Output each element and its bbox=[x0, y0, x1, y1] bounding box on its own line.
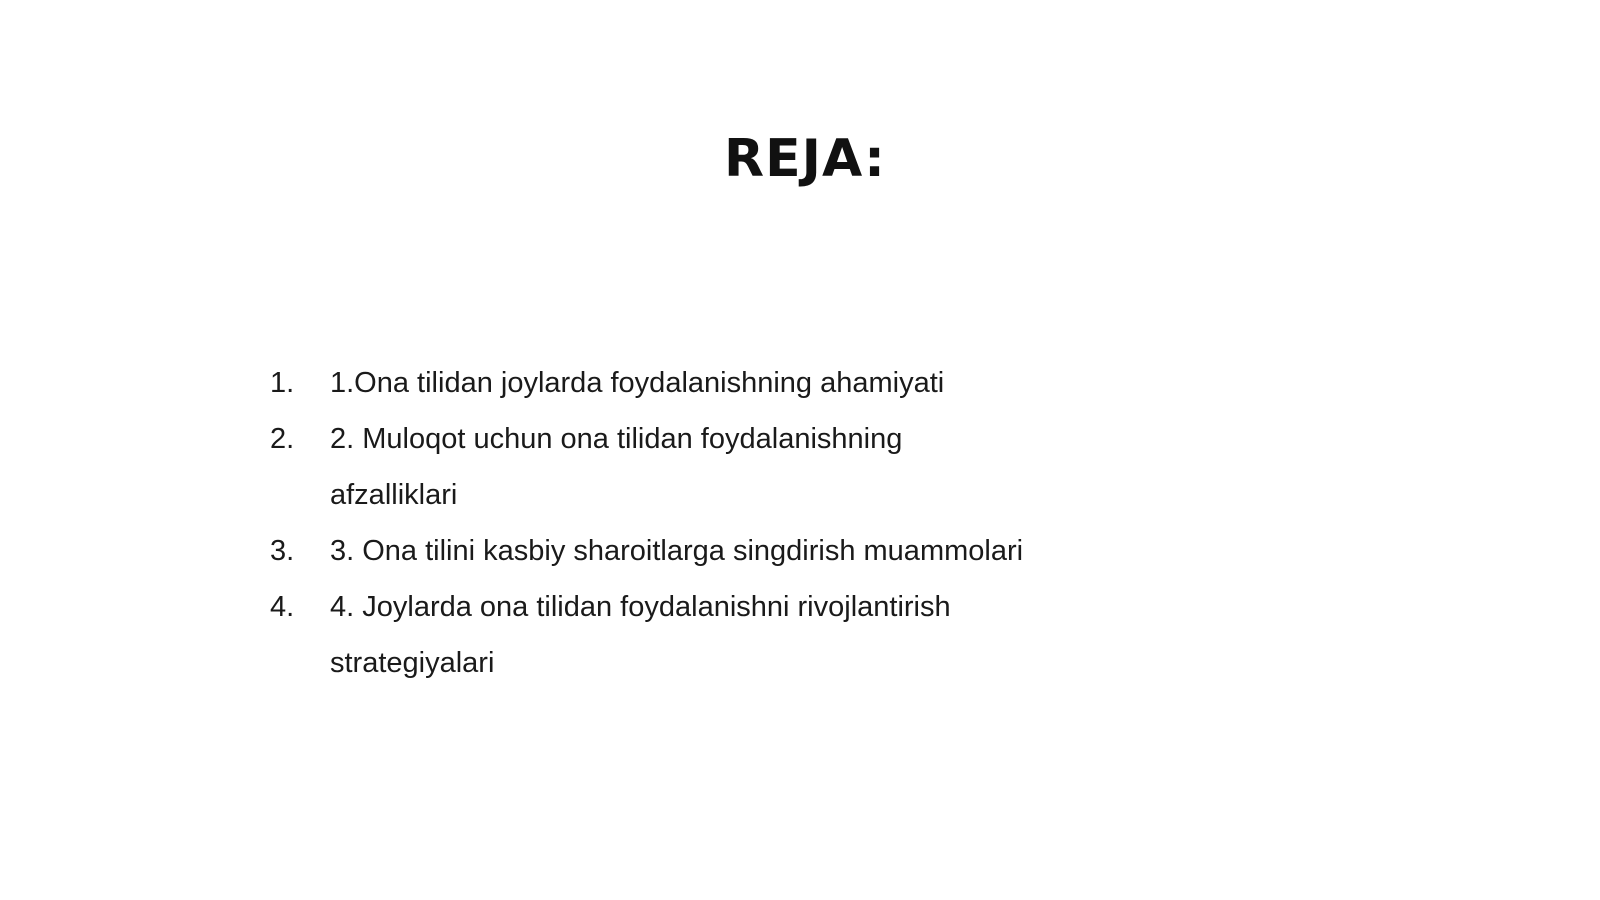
slide-title: REJA: bbox=[724, 128, 886, 189]
plan-item-2 bbox=[270, 411, 1030, 523]
plan-item-text: 3. Ona tilini kasbiy sharoitlarga singdirish muammolari bbox=[330, 535, 1024, 567]
plan-item-1 bbox=[270, 355, 1030, 411]
plan-item-text: 4. Joylarda ona tilidan foydalanishni rivojlantirish strategiyalari bbox=[330, 591, 951, 679]
plan-item-number: 3. bbox=[270, 535, 295, 567]
plan-item-text: 2. Muloqot uchun ona tilidan foydalanishning afzalliklari bbox=[330, 423, 903, 511]
plan-item-number: 2. bbox=[270, 423, 295, 455]
plan-item-text: 1.Ona tilidan joylarda foydalanishning ahamiyati bbox=[330, 367, 945, 399]
plan-item-number: 1. bbox=[270, 367, 295, 399]
plan-item-number: 4. bbox=[270, 591, 295, 623]
plan-item-4 bbox=[270, 579, 1030, 691]
plan-item-3 bbox=[270, 523, 1030, 579]
plan-list bbox=[270, 355, 1030, 691]
